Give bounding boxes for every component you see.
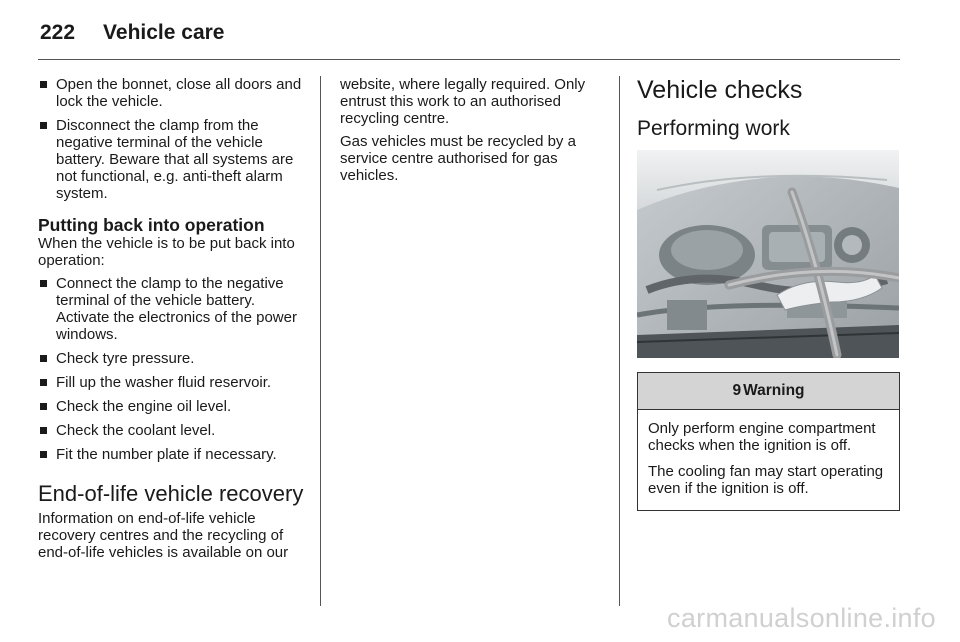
warning-line-1: Only perform engine compartment checks when the ignition is off. (648, 420, 876, 454)
putting-back-heading: Putting back into operation (38, 215, 265, 235)
list-item: Check the engine oil level. (38, 398, 308, 415)
warning-line-2: The cooling fan may start operating even if the ignition is off. (648, 463, 884, 497)
column-2 (340, 76, 610, 190)
header-rule (38, 59, 900, 60)
warning-title: Warning (743, 382, 805, 399)
warning-box (637, 372, 900, 511)
page-header (40, 18, 224, 48)
eol-text: Information on end-of-life vehicle recovery centres and the recycling of end-of-life vehicles is available on our (38, 510, 289, 561)
page-number: 222 (40, 21, 76, 44)
column-divider-2 (619, 76, 620, 606)
column-1 (38, 76, 308, 567)
bullet-square-icon (40, 81, 47, 88)
list-item: Check the coolant level. (38, 422, 308, 439)
list-item: Fill up the washer fluid reservoir. (38, 374, 308, 391)
eol-heading: End-of-life vehicle recovery (38, 481, 304, 506)
watermark: carmanualsonline.info (667, 603, 936, 633)
warning-header (638, 373, 899, 410)
bullet-square-icon (40, 403, 47, 410)
bullet-list-operation (38, 275, 308, 463)
vehicle-checks-heading: Vehicle checks (637, 76, 803, 104)
warning-body (638, 410, 899, 510)
putting-back-intro: When the vehicle is to be put back into operation: (38, 235, 295, 269)
bullet-square-icon (40, 280, 47, 287)
bullet-square-icon (40, 451, 47, 458)
section-title: Vehicle care (103, 21, 225, 44)
warning-triangle-icon: 9 (732, 382, 742, 399)
recycling-paragraph: website, where legally required. Only entrust this work to an authorised recycling centre. (340, 76, 586, 127)
column-3 (637, 76, 901, 511)
bullet-square-icon (40, 355, 47, 362)
list-item: Check tyre pressure. (38, 350, 308, 367)
list-item: Fit the number plate if necessary. (38, 446, 308, 463)
gas-vehicles-paragraph: Gas vehicles must be recycled by a service centre authorised for gas vehicles. (340, 133, 576, 184)
bullet-square-icon (40, 379, 47, 386)
bullet-list-storage (38, 76, 308, 202)
bullet-square-icon (40, 427, 47, 434)
list-item: Connect the clamp to the negative terminal of the vehicle battery. Activate the electronics of the power windows. (38, 275, 308, 343)
column-divider-1 (320, 76, 321, 606)
list-item: Disconnect the clamp from the negative terminal of the vehicle battery. Beware that all systems are not functional, e.g. anti-theft alarm system. (38, 117, 308, 202)
performing-work-heading: Performing work (637, 117, 790, 140)
bullet-square-icon (40, 122, 47, 129)
list-item: Open the bonnet, close all doors and lock the vehicle. (38, 76, 308, 110)
engine-compartment-image (637, 150, 899, 358)
